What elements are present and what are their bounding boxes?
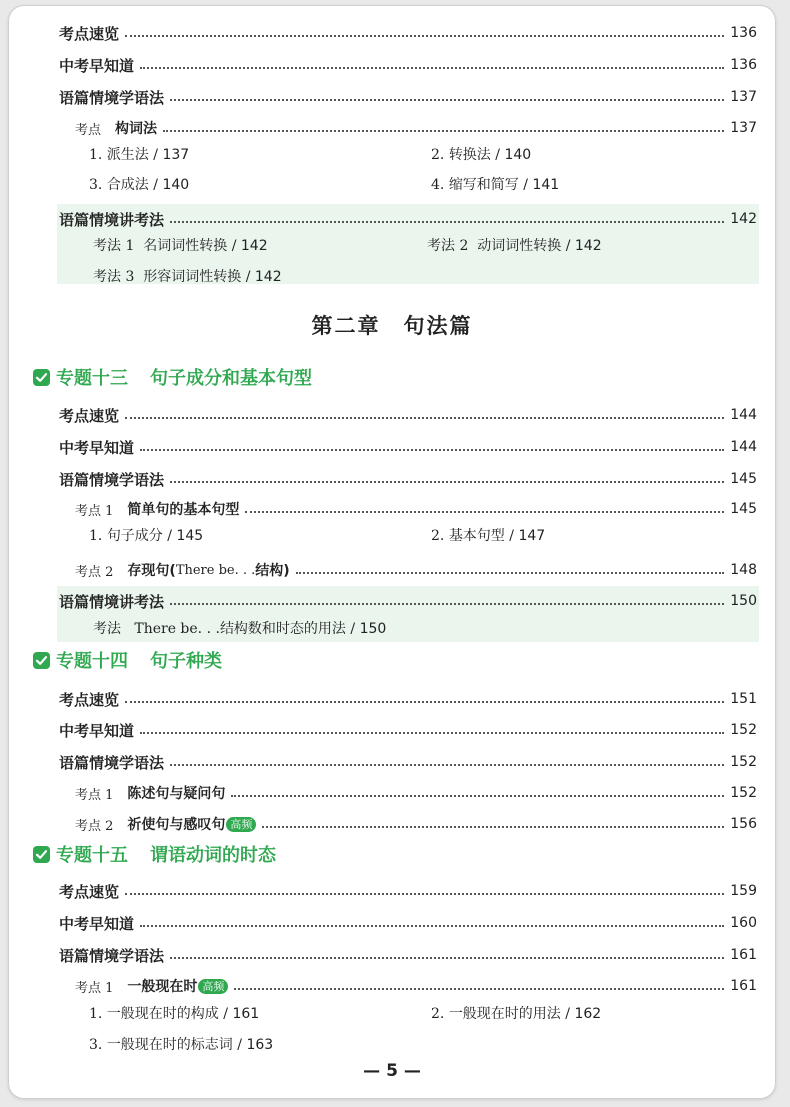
toc-row-context-grammar[interactable]: 语篇情境学语法 161 [59, 946, 757, 965]
toc-row-context-grammar[interactable]: 语篇情境学语法 137 [59, 88, 757, 107]
page-number: — 5 — [363, 1061, 421, 1081]
toc-row-preview[interactable]: 中考早知道 152 [59, 721, 757, 740]
toc-method[interactable]: 考法 3 形容词词性转换 / 142 [93, 269, 282, 285]
toc-row-overview[interactable]: 考点速览 136 [59, 24, 757, 43]
frequency-badge: 高频 [226, 817, 256, 832]
toc-row-context-methods[interactable]: 语篇情境讲考法 150 [59, 592, 757, 611]
toc-item[interactable]: 3. 一般现在时的标志词 / 163 [89, 1037, 274, 1053]
toc-page [8, 5, 776, 1099]
toc-row-context-grammar[interactable]: 语篇情境学语法 152 [59, 753, 757, 772]
toc-row-preview[interactable]: 中考早知道 144 [59, 438, 757, 457]
toc-row-kaodian[interactable]: 考点 1 陈述句与疑问句 152 [75, 785, 757, 803]
toc-item[interactable]: 1. 派生法 / 137 [89, 147, 190, 163]
check-box-icon [33, 369, 50, 386]
toc-row-context-grammar[interactable]: 语篇情境学语法 145 [59, 470, 757, 489]
toc-row-preview[interactable]: 中考早知道 160 [59, 914, 757, 933]
toc-item[interactable]: 3. 合成法 / 140 [89, 177, 190, 193]
toc-row-kaodian[interactable]: 考点 1 一般现在时 高频 161 [75, 978, 757, 996]
toc-row-kaodian[interactable]: 考点 1 简单句的基本句型 145 [75, 501, 757, 519]
topic-heading-15[interactable]: 专题十五 谓语动词的时态 [33, 841, 276, 867]
toc-item[interactable]: 2. 转换法 / 140 [431, 147, 532, 163]
toc-item[interactable]: 2. 一般现在时的用法 / 162 [431, 1006, 602, 1022]
toc-row-overview[interactable]: 考点速览 144 [59, 406, 757, 425]
toc-row-preview[interactable]: 中考早知道 136 [59, 56, 757, 75]
chapter-title: 第二章 句法篇 [311, 314, 473, 338]
check-box-icon [33, 652, 50, 669]
toc-method[interactable]: 考法 1 名词词性转换 / 142 [93, 238, 268, 254]
toc-method[interactable]: 考法 There be. . .结构数和时态的用法 / 150 [93, 621, 387, 637]
toc-row-context-methods[interactable]: 语篇情境讲考法 142 [59, 210, 757, 229]
toc-item[interactable]: 1. 一般现在时的构成 / 161 [89, 1006, 260, 1022]
frequency-badge: 高频 [198, 979, 228, 994]
toc-row-overview[interactable]: 考点速览 159 [59, 882, 757, 901]
toc-row-kaodian[interactable]: 考点 2 祈使句与感叹句 高频 156 [75, 816, 757, 834]
toc-row-kaodian[interactable]: 考点 2 存现句( There be. . . 结构) 148 [75, 562, 757, 580]
toc-method[interactable]: 考法 2 动词词性转换 / 142 [427, 238, 602, 254]
topic-heading-14[interactable]: 专题十四 句子种类 [33, 647, 222, 673]
toc-item[interactable]: 1. 句子成分 / 145 [89, 528, 204, 544]
topic-heading-13[interactable]: 专题十三 句子成分和基本句型 [33, 364, 312, 390]
toc-row-kaodian[interactable]: 考点 构词法 137 [75, 120, 757, 138]
toc-item[interactable]: 2. 基本句型 / 147 [431, 528, 546, 544]
check-box-icon [33, 846, 50, 863]
toc-item[interactable]: 4. 缩写和简写 / 141 [431, 177, 560, 193]
toc-row-overview[interactable]: 考点速览 151 [59, 690, 757, 709]
